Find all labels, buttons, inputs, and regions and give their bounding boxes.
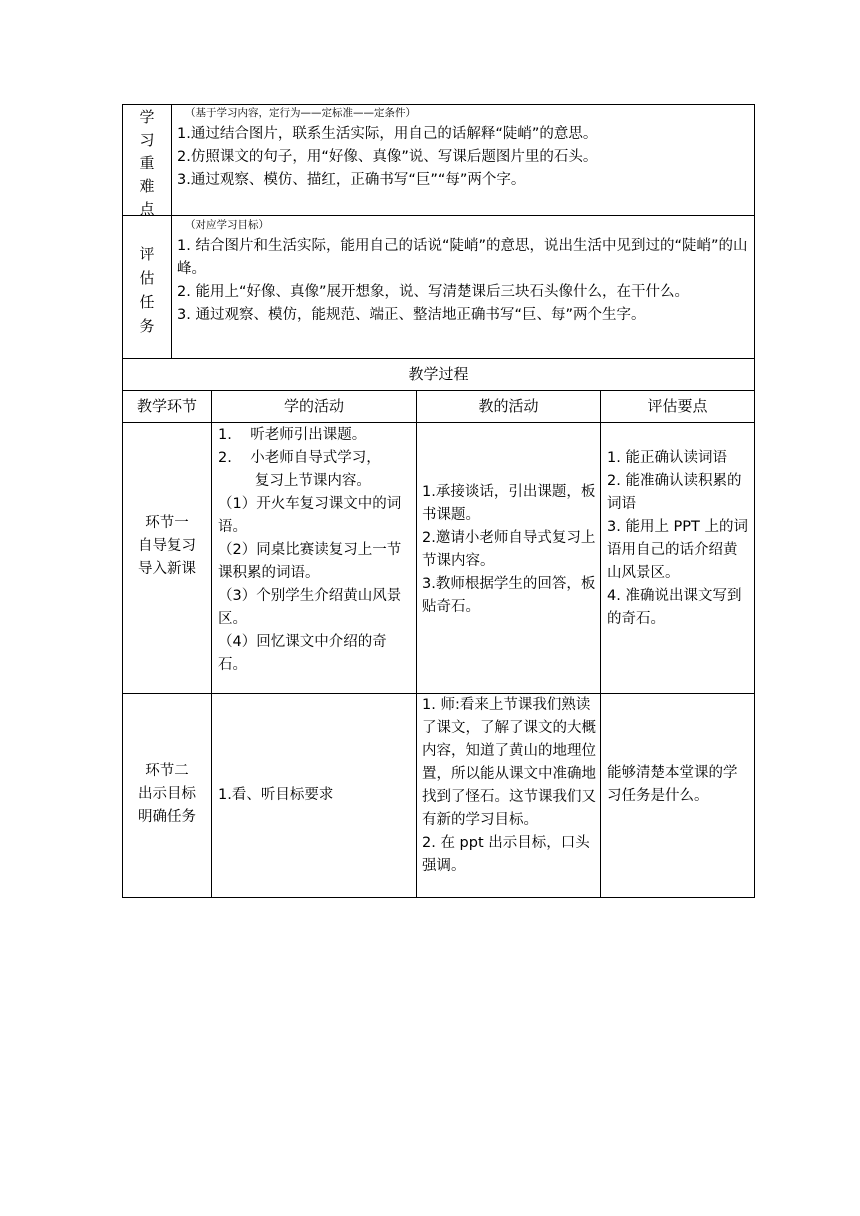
teaching-activity-1 <box>422 481 596 619</box>
label-char: 评 <box>139 245 155 263</box>
activity-line: 复习上节课内容。 <box>218 473 371 489</box>
table-column-divider <box>211 390 212 898</box>
activity-line: （1）开火车复习课文中的词语。 <box>218 496 402 535</box>
assessment-line: 1. 能正确认读词语 <box>607 450 727 466</box>
assessment-item: 1. 结合图片和生活实际，能用自己的话说“陡峭”的意思，说出生活中见到过的“陡峭”的山峰。 <box>177 238 748 277</box>
assessment-item: 3. 通过观察、模仿，能规范、端正、整洁地正确书写“巨、每”两个生字。 <box>177 307 646 323</box>
table-row-divider <box>122 422 755 423</box>
table-border-top <box>122 104 755 105</box>
stage-name: 环节一 <box>145 515 189 531</box>
stage-1-cell <box>123 512 211 581</box>
table-border-bottom <box>122 897 755 898</box>
learning-activity-2 <box>218 784 414 807</box>
assessment-line: 3. 能用上 PPT 上的词语用自己的话介绍黄山风景区。 <box>607 519 749 581</box>
table-row-divider <box>122 390 755 391</box>
stage-name: 自导复习 <box>138 538 196 554</box>
header-stage: 教学环节 <box>136 397 197 415</box>
header-assessment-points: 评估要点 <box>647 397 708 415</box>
assessment-points-1 <box>607 447 750 631</box>
label-char: 难 <box>139 177 155 195</box>
label-char: 点 <box>139 200 155 218</box>
activity-line: 1.承接谈话，引出课题，板书课题。 <box>422 484 596 523</box>
focus-label <box>123 106 171 221</box>
header-learning-activity: 学的活动 <box>283 397 344 415</box>
assessment-line: 4. 准确说出课文写到的奇石。 <box>607 588 742 627</box>
stage-name: 导入新课 <box>138 561 196 577</box>
focus-content <box>177 106 751 192</box>
focus-note: （基于学习内容，定行为——定标准——定条件） <box>185 107 416 119</box>
assessment-note: （对应学习目标） <box>185 219 269 231</box>
process-title: 教学过程 <box>408 365 469 383</box>
activity-line: 1. 师:看来上节课我们熟读了课文，了解了课文的大概内容，知道了黄山的地理位置，所以能从课文中准确地找到了怪石。这节课我们又有新的学习目标。 <box>422 697 596 828</box>
assessment-line: 2. 能准确认读积累的词语 <box>607 473 742 512</box>
stage-2-cell <box>123 760 211 829</box>
activity-line: 2. 小老师自导式学习， <box>218 450 381 466</box>
activity-line: 2.邀请小老师自导式复习上节课内容。 <box>422 530 596 569</box>
activity-line: 3.教师根据学生的回答，板贴奇石。 <box>422 576 596 615</box>
assessment-points-2 <box>607 762 750 808</box>
activity-line: （3）个别学生介绍黄山风景区。 <box>218 588 402 627</box>
label-char: 重 <box>139 154 155 172</box>
label-char: 务 <box>139 317 155 335</box>
table-column-divider <box>600 390 601 898</box>
teaching-activity-2 <box>422 694 598 878</box>
focus-item: 3.通过观察、模仿、描红，正确书写“巨”“每”两个字。 <box>177 172 526 188</box>
table-row-divider <box>122 215 755 216</box>
learning-activity-1 <box>218 424 414 677</box>
activity-line: 2. 在 ppt 出示目标，口头强调。 <box>422 835 590 874</box>
activity-line: 1. 听老师引出课题。 <box>218 427 367 443</box>
focus-item: 1.通过结合图片，联系生活实际，用自己的话解释“陡峭”的意思。 <box>177 126 598 142</box>
label-char: 习 <box>139 131 155 149</box>
assessment-content <box>177 218 751 327</box>
table-column-divider <box>171 104 172 359</box>
stage-name: 环节二 <box>145 763 189 779</box>
label-char: 任 <box>139 293 155 311</box>
table-border-right <box>754 104 755 359</box>
activity-line: 1.看、听目标要求 <box>218 787 334 803</box>
table-column-divider <box>416 390 417 898</box>
table-row-divider <box>122 358 755 359</box>
activity-line: （4）回忆课文中介绍的奇石。 <box>218 634 387 673</box>
activity-line: （2）同桌比赛读复习上一节课积累的词语。 <box>218 542 402 581</box>
table-border-right <box>754 358 755 898</box>
label-char: 学 <box>139 108 155 126</box>
assessment-label <box>123 242 171 338</box>
assessment-item: 2. 能用上“好像、真像”展开想象，说、写清楚课后三块石头像什么，在干什么。 <box>177 284 689 300</box>
stage-name: 明确任务 <box>138 809 196 825</box>
label-char: 估 <box>139 269 155 287</box>
header-teaching-activity: 教的活动 <box>478 397 539 415</box>
assessment-line: 能够清楚本堂课的学习任务是什么。 <box>607 765 738 804</box>
stage-name: 出示目标 <box>138 786 196 802</box>
focus-item: 2.仿照课文的句子，用“好像、真像”说、写课后题图片里的石头。 <box>177 149 598 165</box>
